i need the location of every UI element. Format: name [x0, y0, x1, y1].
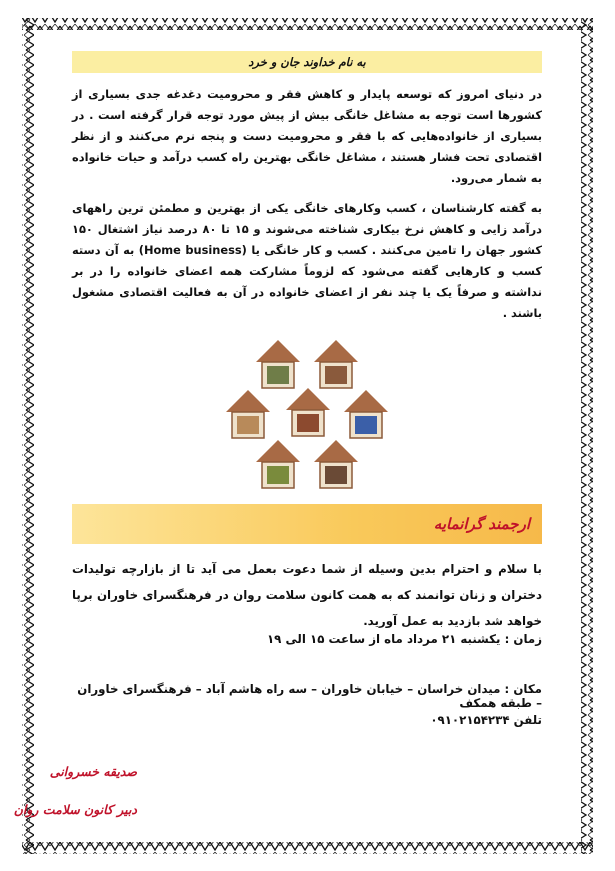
house-icon [344, 390, 388, 438]
border-right [581, 18, 593, 854]
event-place: مکان : میدان خراسان – خیابان خاوران – سه راه هاشم آباد – فرهنگسرای خاوران – طبقه همکف [77, 682, 542, 710]
event-time: زمان : یکشنبه ۲۱ مرداد ماه از ساعت ۱۵ الی ۱۹ [266, 632, 542, 646]
border-bottom [22, 842, 593, 854]
border-left [22, 18, 34, 854]
intro-paragraph-1: در دنیای امروز که توسعه پایدار و کاهش فقر و محرومیت دغدغه جدی بسیاری از کشورها است توجه به مشاغل خانگی بیش از پیش مورد توجه قرار گرفته است . در بسیاری از خانواده‌هایی که با فقر و محرومیت دست و پنجه نرم می‌کنند و از نظر اقتصادی تحت فشار هستند ، مشاغل خانگی بهترین راه کسب درآمد و حیات خانواده به شمار می‌رود. [72, 87, 542, 185]
intro-paragraph-2: به گفته کارشناسان ، کسب وکارهای خانگی یکی از بهترین و مطمئن ترین راههای درآمد زایی و کاهش نرخ بیکاری شناخته می‌شوند و ۱۵ تا ۸۰ درصد نیاز اشتغال ۱۵۰ کشور جهان را تامین می‌کنند . کسب و کار خانگی یا (Home business) به آن دسته کسب و کارهایی گفته می‌شود که لزوماً مشارکت همه اعضای خانواده را در بر نداشته و صرفاً یک یا چند نفر از اعضای خانواده در آن به فعالیت اقتصادی مشغول باشند . [72, 201, 542, 320]
event-phone: تلفن ۰۹۱۰۲۱۵۴۲۳۴ [430, 713, 542, 727]
greeting-banner: ارجمند گرانمایه [72, 504, 542, 544]
border-top [22, 18, 593, 30]
intro-section [72, 84, 542, 324]
invitation-text: با سلام و احترام بدین وسیله از شما دعوت بعمل می آید تا از بازارچه تولیدات دختران و زنان توانمند که به همت کانون سلامت روان در فرهنگسرای خاوران برپا خواهد شد بازدید به عمل آورید. [72, 562, 542, 628]
house-icon [314, 440, 358, 488]
page-heading: به نام خداوند جان و خرد [72, 51, 542, 73]
signature-title: دبیر کانون سلامت روان [13, 802, 137, 817]
house-icon [314, 340, 358, 388]
houses-illustration [224, 338, 392, 498]
house-icon [256, 340, 300, 388]
invitation-section [72, 556, 542, 634]
signature-name: صدیقه خسروانی [49, 764, 137, 779]
house-icon [256, 440, 300, 488]
house-icon [286, 388, 330, 436]
house-icon [226, 390, 270, 438]
